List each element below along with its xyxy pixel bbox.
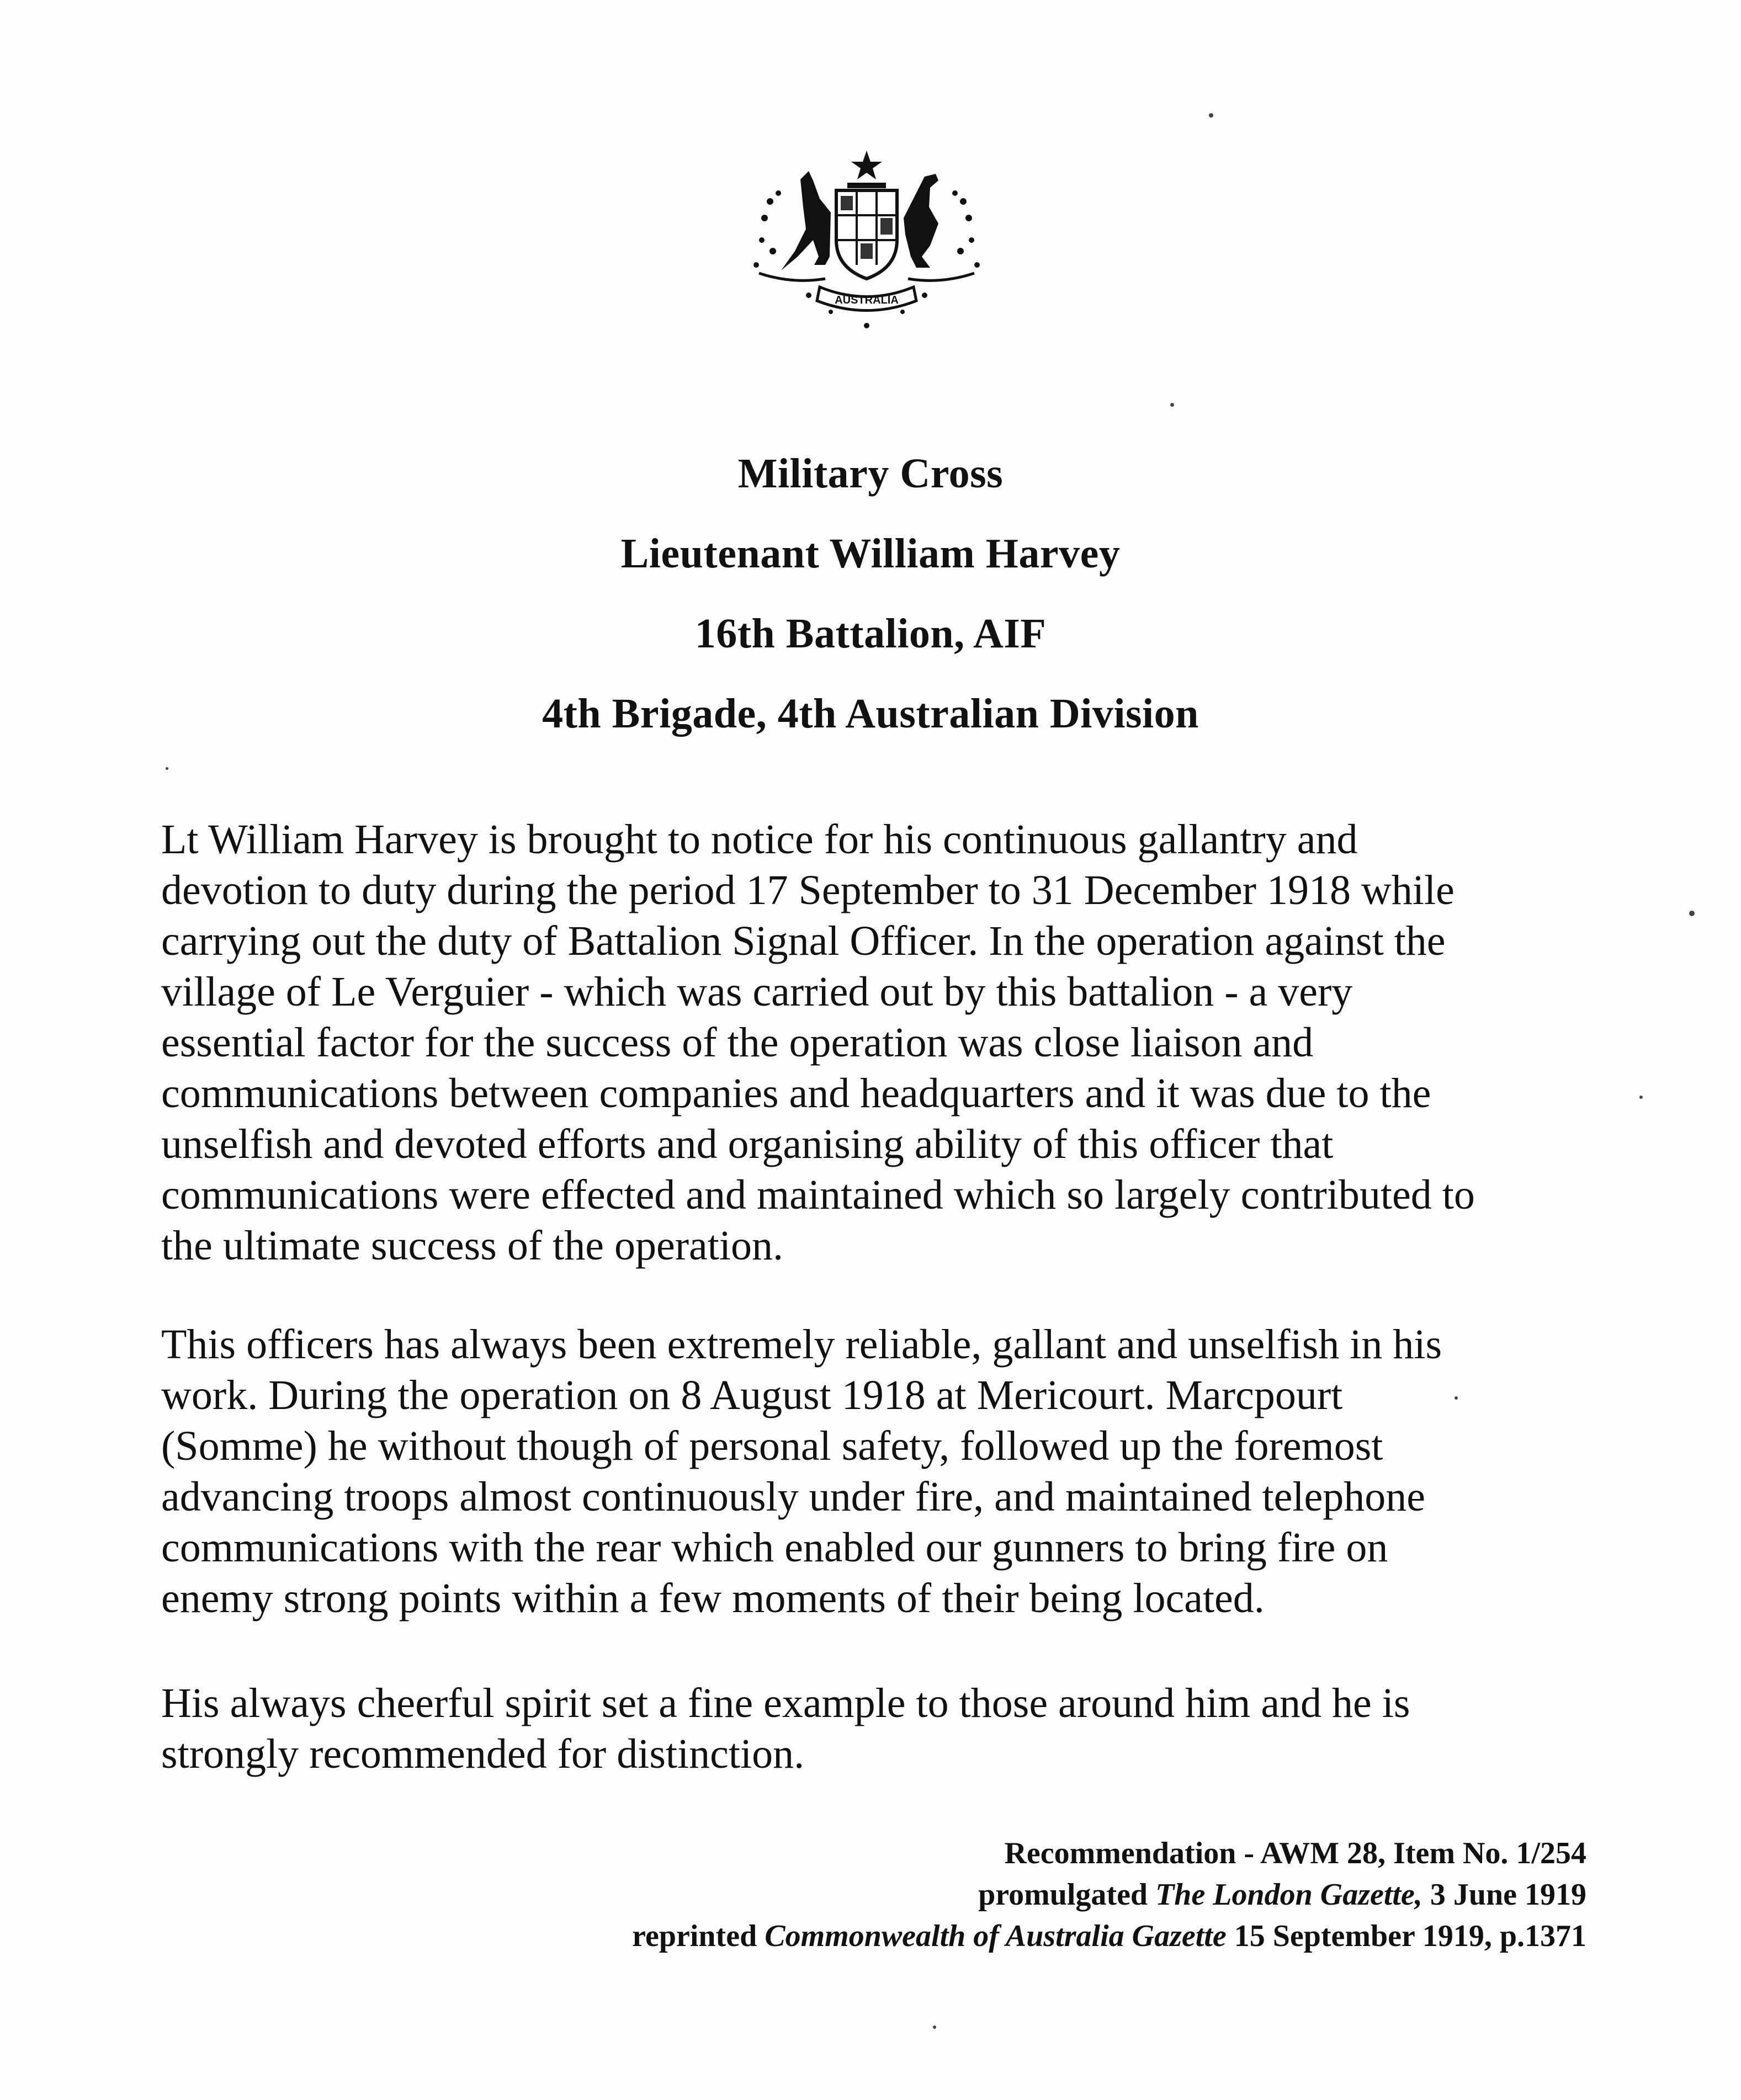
text-line: work. During the operation on 8 August 1918 at Mericourt. Marcpourt — [161, 1372, 1343, 1418]
scan-speck — [1639, 1096, 1643, 1099]
text-line: village of Le Verguier - which was carried out by this battalion - a very — [161, 969, 1353, 1015]
text-line: Lt William Harvey is brought to notice for his continuous gallantry and — [161, 816, 1358, 863]
text-line: unselfish and devoted efforts and organising ability of this officer that — [161, 1121, 1334, 1167]
scan-speck — [1455, 1396, 1458, 1400]
source-line-3-prefix: reprinted — [632, 1919, 765, 1953]
text-line: His always cheerful spirit set a fine example to those around him and he is — [161, 1680, 1410, 1726]
coat-of-arms-icon — [748, 146, 985, 334]
text-line: carrying out the duty of Battalion Signal Officer. In the operation against the — [161, 918, 1446, 964]
svg-text:AUSTRALIA: AUSTRALIA — [835, 294, 899, 306]
text-line: enemy strong points within a few moments of their being located. — [161, 1575, 1265, 1621]
scan-speck — [166, 767, 168, 770]
text-line: This officers has always been extremely reliable, gallant and unselfish in his — [161, 1321, 1442, 1368]
source-reprinted — [206, 1921, 1586, 1952]
citation-paragraph-2 — [161, 1319, 1574, 1624]
scan-speck — [1209, 113, 1213, 118]
recipient-name: Lieutenant William Harvey — [620, 530, 1121, 577]
text-line: communications with the rear which enabled our gunners to bring fire on — [161, 1524, 1388, 1571]
unit-name: 16th Battalion, AIF — [694, 610, 1047, 657]
text-line: essential factor for the success of the operation was close liaison and — [161, 1019, 1314, 1066]
source-line-3-suffix: 15 September 1919, p.1371 — [1226, 1919, 1586, 1953]
text-line: devotion to duty during the period 17 September to 31 December 1918 while — [161, 867, 1455, 913]
source-line-3-title: Commonwealth of Australia Gazette — [765, 1919, 1227, 1953]
award-title: Military Cross — [737, 450, 1004, 497]
text-line: advancing troops almost continuously under fire, and maintained telephone — [161, 1474, 1425, 1520]
text-line: communications between companies and headquarters and it was due to the — [161, 1070, 1431, 1117]
source-line-2-prefix: promulgated — [978, 1878, 1156, 1912]
text-line: communications were effected and maintained which so largely contributed to — [161, 1172, 1475, 1218]
citation-paragraph-3 — [161, 1678, 1574, 1779]
scan-speck — [1170, 403, 1174, 407]
source-line-2-suffix: 3 June 1919 — [1422, 1878, 1586, 1912]
scan-speck — [933, 2025, 936, 2029]
text-line: strongly recommended for distinction. — [161, 1731, 805, 1777]
source-promulgated — [206, 1879, 1586, 1910]
source-line-2-title: The London Gazette, — [1155, 1878, 1422, 1912]
text-line: the ultimate success of the operation. — [161, 1222, 783, 1269]
text-line: (Somme) he without though of personal safety, followed up the foremost — [161, 1423, 1383, 1469]
scan-speck — [1689, 911, 1695, 916]
formation-name: 4th Brigade, 4th Australian Division — [542, 690, 1199, 737]
source-line-1: Recommendation - AWM 28, Item No. 1/254 — [1004, 1836, 1586, 1870]
source-recommendation — [206, 1838, 1586, 1869]
citation-paragraph-1 — [161, 814, 1574, 1271]
